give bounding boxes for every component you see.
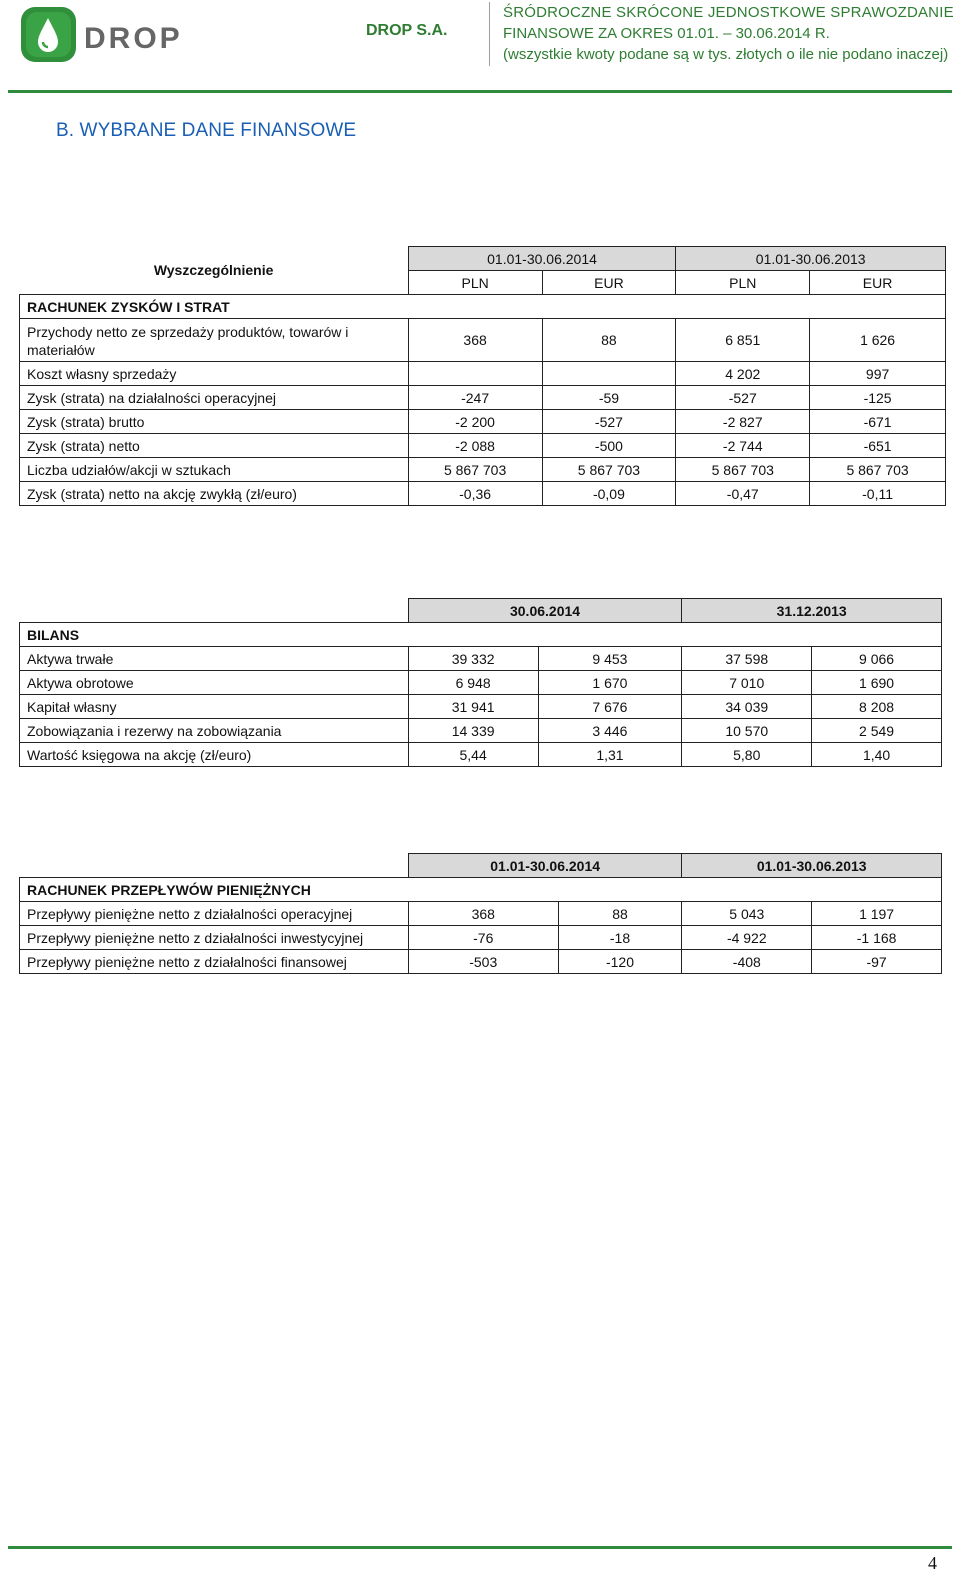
currency-header: PLN: [676, 271, 810, 295]
table-row: [20, 482, 946, 506]
row-label: Koszt własny sprzedaży: [20, 362, 409, 386]
value-cell: 1 626: [810, 319, 946, 362]
page-number: 4: [928, 1553, 937, 1573]
value-cell: [542, 362, 676, 386]
row-label: Zobowiązania i rezerwy na zobowiązania: [20, 719, 409, 743]
table-row: [20, 319, 946, 362]
period-header-row: [20, 599, 942, 623]
value-cell: 9 066: [812, 647, 942, 671]
value-cell: 5 043: [682, 902, 812, 926]
report-title-line3: (wszystkie kwoty podane są w tys. złotych o ile nie podano inaczej): [503, 46, 949, 63]
value-cell: -0,36: [408, 482, 542, 506]
value-cell: 5 867 703: [542, 458, 676, 482]
svg-text:DROP: DROP: [84, 22, 183, 55]
currency-header: EUR: [542, 271, 676, 295]
period-header-row: [20, 247, 946, 271]
report-title-line2: FINANSOWE ZA OKRES 01.01. – 30.06.2014 R.: [503, 25, 830, 42]
header-spacer: [20, 599, 409, 623]
value-cell: 1 197: [812, 902, 942, 926]
value-cell: 5,44: [408, 743, 538, 767]
period-header: 31.12.2013: [682, 599, 942, 623]
period-header: 01.01-30.06.2013: [676, 247, 946, 271]
label-column-header: Wyszczególnienie: [153, 262, 274, 279]
value-cell: 7 010: [682, 671, 812, 695]
value-cell: 10 570: [682, 719, 812, 743]
table-row: [20, 458, 946, 482]
table-row: [20, 362, 946, 386]
row-label: Przepływy pieniężne netto z działalności operacyjnej: [20, 902, 409, 926]
value-cell: 6 948: [408, 671, 538, 695]
section-row: [20, 623, 942, 647]
row-label: Przychody netto ze sprzedaży produktów, towarów i materiałów: [20, 319, 409, 362]
table-row: [20, 902, 942, 926]
value-cell: -1 168: [812, 926, 942, 950]
table-row: [20, 743, 942, 767]
value-cell: -503: [408, 950, 558, 974]
section-label: RACHUNEK ZYSKÓW I STRAT: [20, 295, 409, 319]
footer-rule: [8, 1546, 952, 1549]
section-label: RACHUNEK PRZEPŁYWÓW PIENIĘŻNYCH: [20, 878, 409, 902]
value-cell: -2 200: [408, 410, 542, 434]
period-header: 01.01-30.06.2014: [408, 854, 682, 878]
value-cell: 6 851: [676, 319, 810, 362]
value-cell: 14 339: [408, 719, 538, 743]
report-title-line1: ŚRÓDROCZNE SKRÓCONE JEDNOSTKOWE SPRAWOZDANIE: [503, 4, 954, 21]
value-cell: -247: [408, 386, 542, 410]
table-row: [20, 410, 946, 434]
value-cell: 2 549: [812, 719, 942, 743]
value-cell: -0,47: [676, 482, 810, 506]
value-cell: -527: [542, 410, 676, 434]
balance-sheet-table: [19, 598, 942, 767]
table-row: [20, 434, 946, 458]
value-cell: -527: [676, 386, 810, 410]
value-cell: -120: [558, 950, 682, 974]
table-row: [20, 719, 942, 743]
row-label: Kapitał własny: [20, 695, 409, 719]
header-rule: [8, 90, 952, 93]
section-spacer: [408, 878, 941, 902]
value-cell: -125: [810, 386, 946, 410]
table-row: [20, 647, 942, 671]
drop-logo-icon: [20, 6, 190, 64]
value-cell: 1,31: [538, 743, 682, 767]
value-cell: [408, 362, 542, 386]
period-header: 01.01-30.06.2013: [682, 854, 942, 878]
period-header-row: [20, 854, 942, 878]
table-row: [20, 671, 942, 695]
value-cell: 9 453: [538, 647, 682, 671]
value-cell: -0,09: [542, 482, 676, 506]
value-cell: 5 867 703: [408, 458, 542, 482]
row-label: Przepływy pieniężne netto z działalności finansowej: [20, 950, 409, 974]
period-header: 01.01-30.06.2014: [408, 247, 676, 271]
value-cell: -2 744: [676, 434, 810, 458]
header-spacer: [20, 854, 409, 878]
value-cell: -0,11: [810, 482, 946, 506]
value-cell: -671: [810, 410, 946, 434]
table-row: [20, 386, 946, 410]
cash-flow-table: [19, 853, 942, 974]
value-cell: -651: [810, 434, 946, 458]
value-cell: -59: [542, 386, 676, 410]
row-label: Przepływy pieniężne netto z działalności inwestycyjnej: [20, 926, 409, 950]
value-cell: 368: [408, 902, 558, 926]
table-row: [20, 926, 942, 950]
income-statement-table: [19, 246, 946, 506]
page-header: [0, 0, 960, 92]
value-cell: 4 202: [676, 362, 810, 386]
header-divider: [489, 2, 490, 66]
row-label: Wartość księgowa na akcję (zł/euro): [20, 743, 409, 767]
value-cell: 997: [810, 362, 946, 386]
value-cell: -408: [682, 950, 812, 974]
section-spacer: [408, 623, 941, 647]
row-label: Zysk (strata) na działalności operacyjnej: [20, 386, 409, 410]
value-cell: 34 039: [682, 695, 812, 719]
value-cell: 1 690: [812, 671, 942, 695]
value-cell: -97: [812, 950, 942, 974]
value-cell: -18: [558, 926, 682, 950]
row-label: Liczba udziałów/akcji w sztukach: [20, 458, 409, 482]
value-cell: -2 827: [676, 410, 810, 434]
value-cell: -2 088: [408, 434, 542, 458]
value-cell: 1,40: [812, 743, 942, 767]
currency-header: PLN: [408, 271, 542, 295]
value-cell: 5 867 703: [676, 458, 810, 482]
period-header: 30.06.2014: [408, 599, 682, 623]
value-cell: 39 332: [408, 647, 538, 671]
value-cell: 7 676: [538, 695, 682, 719]
table-row: [20, 950, 942, 974]
table-row: [20, 695, 942, 719]
value-cell: 31 941: [408, 695, 538, 719]
value-cell: -500: [542, 434, 676, 458]
value-cell: 88: [558, 902, 682, 926]
section-row: [20, 878, 942, 902]
section-row: [20, 295, 946, 319]
row-label: Zysk (strata) netto na akcję zwykłą (zł/euro): [20, 482, 409, 506]
section-spacer: [408, 295, 945, 319]
row-label: Zysk (strata) brutto: [20, 410, 409, 434]
value-cell: 1 670: [538, 671, 682, 695]
value-cell: 368: [408, 319, 542, 362]
value-cell: 8 208: [812, 695, 942, 719]
row-label: Aktywa trwałe: [20, 647, 409, 671]
section-title: B. WYBRANE DANE FINANSOWE: [56, 120, 357, 141]
value-cell: -76: [408, 926, 558, 950]
value-cell: 37 598: [682, 647, 812, 671]
value-cell: 5,80: [682, 743, 812, 767]
currency-header: EUR: [810, 271, 946, 295]
value-cell: 88: [542, 319, 676, 362]
section-label: BILANS: [20, 623, 409, 647]
value-cell: -4 922: [682, 926, 812, 950]
row-label: Zysk (strata) netto: [20, 434, 409, 458]
value-cell: 3 446: [538, 719, 682, 743]
value-cell: 5 867 703: [810, 458, 946, 482]
row-label: Aktywa obrotowe: [20, 671, 409, 695]
report-title: [503, 2, 954, 65]
company-name: DROP S.A.: [366, 22, 448, 39]
